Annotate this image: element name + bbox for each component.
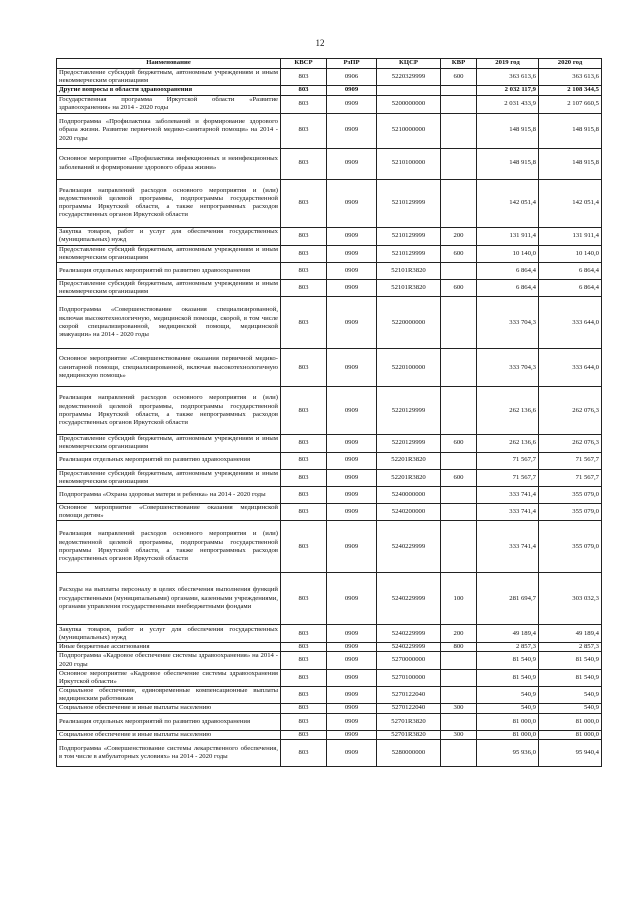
row-kcsr-cell: 52701R3820 (377, 713, 441, 730)
row-kcsr-cell: 5240229999 (377, 625, 441, 643)
row-2020-cell: 142 051,4 (539, 179, 602, 227)
row-2019-cell: 95 936,0 (477, 739, 539, 766)
row-2020-cell: 81 000,0 (539, 730, 602, 739)
row-kvr-cell: 200 (441, 227, 477, 245)
page-number: 12 (315, 38, 325, 48)
row-kvsr-cell: 803 (281, 262, 327, 279)
row-2020-cell: 540,9 (539, 687, 602, 704)
row-2020-cell: 71 567,7 (539, 469, 602, 486)
row-2020-cell: 10 140,0 (539, 245, 602, 262)
header-rzpr: РзПР (327, 59, 377, 69)
row-2020-cell: 2 108 344,5 (539, 86, 602, 95)
row-2020-cell: 262 076,3 (539, 387, 602, 435)
row-2020-cell: 131 911,4 (539, 227, 602, 245)
row-kvsr-cell: 803 (281, 349, 327, 387)
table-header-row (57, 59, 602, 69)
row-kvsr-cell: 803 (281, 713, 327, 730)
row-kvr-cell (441, 652, 477, 669)
row-2020-cell: 540,9 (539, 704, 602, 713)
row-2019-cell: 333 741,4 (477, 503, 539, 520)
row-2019-cell: 49 189,4 (477, 625, 539, 643)
row-kvr-cell: 600 (441, 279, 477, 296)
row-kvsr-cell: 803 (281, 452, 327, 469)
row-2020-cell: 333 644,0 (539, 297, 602, 349)
row-rzpr-cell: 0909 (327, 704, 377, 713)
row-kvr-cell: 300 (441, 704, 477, 713)
row-rzpr-cell: 0909 (327, 687, 377, 704)
row-kvsr-cell: 803 (281, 95, 327, 113)
row-kcsr-cell: 5240229999 (377, 521, 441, 573)
row-kcsr-cell: 52101R3820 (377, 279, 441, 296)
row-kcsr-cell: 5270122040 (377, 704, 441, 713)
row-name-cell: Предоставление субсидий бюджетным, автономным учреждениям и иным некоммерческим организациям (57, 469, 281, 486)
table-row (57, 113, 602, 148)
row-rzpr-cell: 0909 (327, 669, 377, 686)
row-rzpr-cell: 0909 (327, 95, 377, 113)
row-name-cell: Предоставление субсидий бюджетным, автономным учреждениям и иным некоммерческим организациям (57, 435, 281, 452)
row-kvr-cell (441, 687, 477, 704)
row-kvr-cell (441, 521, 477, 573)
row-2019-cell: 2 031 433,9 (477, 95, 539, 113)
row-2020-cell: 333 644,0 (539, 349, 602, 387)
row-kvsr-cell: 803 (281, 573, 327, 625)
row-name-cell: Социальное обеспечение, единовременные компенсационные выплаты медицинским работникам (57, 687, 281, 704)
row-2020-cell: 81 540,9 (539, 669, 602, 686)
row-kvr-cell (441, 713, 477, 730)
row-kvsr-cell: 803 (281, 387, 327, 435)
row-name-cell: Реализация направлений расходов основного мероприятия и (или) ведомственной целевой программы, подпрограммы государственной программы Иркутской области, а также непрограммных расходов государственных органов Иркутской области (57, 387, 281, 435)
row-kcsr-cell: 5220100000 (377, 349, 441, 387)
row-name-cell: Социальное обеспечение и иные выплаты населению (57, 730, 281, 739)
row-kvr-cell: 600 (441, 469, 477, 486)
row-kvsr-cell: 803 (281, 179, 327, 227)
header-2019: 2019 год (477, 59, 539, 69)
row-kvr-cell: 200 (441, 625, 477, 643)
row-rzpr-cell: 0909 (327, 730, 377, 739)
header-name: Наименование (57, 59, 281, 69)
table-row (57, 486, 602, 503)
row-kcsr-cell: 52201R3820 (377, 452, 441, 469)
header-kcsr: КЦСР (377, 59, 441, 69)
row-rzpr-cell: 0909 (327, 387, 377, 435)
row-kcsr-cell: 5210129999 (377, 245, 441, 262)
row-2019-cell: 540,9 (477, 704, 539, 713)
row-2020-cell: 355 079,0 (539, 521, 602, 573)
row-kcsr-cell: 5220129999 (377, 435, 441, 452)
table-row (57, 349, 602, 387)
row-2020-cell: 81 000,0 (539, 713, 602, 730)
header-2020: 2020 год (539, 59, 602, 69)
table-row (57, 387, 602, 435)
row-kvsr-cell: 803 (281, 69, 327, 86)
row-rzpr-cell: 0909 (327, 643, 377, 652)
row-2019-cell: 262 136,6 (477, 387, 539, 435)
row-2020-cell: 6 864,4 (539, 262, 602, 279)
row-2020-cell: 71 567,7 (539, 452, 602, 469)
row-2019-cell: 333 741,4 (477, 521, 539, 573)
row-name-cell: Основное мероприятие «Совершенствование оказания первичной медико-санитарной помощи, специализированной, включая высокотехнологичную медицинскую помощь» (57, 349, 281, 387)
row-kvr-cell: 600 (441, 245, 477, 262)
row-kcsr-cell: 5240000000 (377, 486, 441, 503)
row-2019-cell: 10 140,0 (477, 245, 539, 262)
row-kvr-cell (441, 95, 477, 113)
row-rzpr-cell: 0909 (327, 148, 377, 179)
row-kcsr-cell: 5240229999 (377, 573, 441, 625)
table-row (57, 643, 602, 652)
row-rzpr-cell: 0909 (327, 86, 377, 95)
row-kvr-cell: 100 (441, 573, 477, 625)
row-kvsr-cell: 803 (281, 435, 327, 452)
row-kvr-cell (441, 262, 477, 279)
table-row (57, 739, 602, 766)
row-2020-cell: 49 189,4 (539, 625, 602, 643)
row-name-cell: Подпрограмма «Профилактика заболеваний и формирование здорового образа жизни. Развитие первичной медико-санитарной помощи» на 2014 - 2020 годы (57, 113, 281, 148)
row-2019-cell: 2 032 117,9 (477, 86, 539, 95)
row-kcsr-cell: 5200000000 (377, 95, 441, 113)
table-row (57, 687, 602, 704)
row-2019-cell: 148 915,8 (477, 113, 539, 148)
row-kcsr-cell: 5220329999 (377, 69, 441, 86)
table-row (57, 179, 602, 227)
table-row (57, 69, 602, 86)
row-name-cell: Предоставление субсидий бюджетным, автономным учреждениям и иным некоммерческим организациям (57, 69, 281, 86)
row-2019-cell: 363 613,6 (477, 69, 539, 86)
budget-table (56, 58, 602, 767)
row-rzpr-cell: 0909 (327, 262, 377, 279)
row-kvr-cell: 600 (441, 435, 477, 452)
row-kvsr-cell: 803 (281, 469, 327, 486)
row-kvr-cell (441, 349, 477, 387)
row-rzpr-cell: 0909 (327, 279, 377, 296)
row-2019-cell: 281 694,7 (477, 573, 539, 625)
row-kcsr-cell: 5240200000 (377, 503, 441, 520)
row-2020-cell: 148 915,8 (539, 148, 602, 179)
row-kcsr-cell: 52201R3820 (377, 469, 441, 486)
row-kvsr-cell: 803 (281, 503, 327, 520)
row-rzpr-cell: 0909 (327, 469, 377, 486)
row-name-cell: Подпрограмма «Охрана здоровья матери и ребенка» на 2014 - 2020 годы (57, 486, 281, 503)
row-2020-cell: 148 915,8 (539, 113, 602, 148)
row-name-cell: Предоставление субсидий бюджетным, автономным учреждениям и иным некоммерческим организациям (57, 245, 281, 262)
row-kvsr-cell: 803 (281, 739, 327, 766)
row-2019-cell: 71 567,7 (477, 469, 539, 486)
table-row (57, 730, 602, 739)
table-row (57, 469, 602, 486)
table-row (57, 573, 602, 625)
table-row (57, 297, 602, 349)
row-kcsr-cell: 5220129999 (377, 387, 441, 435)
row-name-cell: Другие вопросы в области здравоохранения (57, 86, 281, 95)
row-kvr-cell (441, 86, 477, 95)
row-kvsr-cell: 803 (281, 521, 327, 573)
row-name-cell: Реализация направлений расходов основного мероприятия и (или) ведомственной целевой программы, подпрограммы государственной программы Иркутской области, а также непрограммных расходов государственных органов Иркутской области (57, 521, 281, 573)
row-rzpr-cell: 0909 (327, 713, 377, 730)
row-kvsr-cell: 803 (281, 279, 327, 296)
row-2020-cell: 6 864,4 (539, 279, 602, 296)
table-row (57, 279, 602, 296)
row-name-cell: Социальное обеспечение и иные выплаты населению (57, 704, 281, 713)
row-rzpr-cell: 0909 (327, 245, 377, 262)
row-rzpr-cell: 0909 (327, 227, 377, 245)
row-kvr-cell (441, 148, 477, 179)
row-kvr-cell: 300 (441, 730, 477, 739)
row-kvsr-cell: 803 (281, 704, 327, 713)
row-2020-cell: 95 940,4 (539, 739, 602, 766)
row-2019-cell: 262 136,6 (477, 435, 539, 452)
row-kvr-cell (441, 669, 477, 686)
table-row (57, 669, 602, 686)
row-kvsr-cell: 803 (281, 652, 327, 669)
row-kcsr-cell: 5240229999 (377, 643, 441, 652)
row-rzpr-cell: 0909 (327, 573, 377, 625)
row-name-cell: Реализация отдельных мероприятий по развитию здравоохранения (57, 452, 281, 469)
row-kvsr-cell: 803 (281, 643, 327, 652)
table-row (57, 503, 602, 520)
row-kcsr-cell: 5270122040 (377, 687, 441, 704)
row-kcsr-cell: 5210129999 (377, 227, 441, 245)
row-rzpr-cell: 0909 (327, 452, 377, 469)
row-name-cell: Предоставление субсидий бюджетным, автономным учреждениям и иным некоммерческим организациям (57, 279, 281, 296)
table-row (57, 227, 602, 245)
table-row (57, 148, 602, 179)
row-2020-cell: 355 079,0 (539, 486, 602, 503)
row-rzpr-cell: 0909 (327, 297, 377, 349)
row-kvsr-cell: 803 (281, 730, 327, 739)
row-kcsr-cell (377, 86, 441, 95)
row-kcsr-cell: 5220000000 (377, 297, 441, 349)
row-rzpr-cell: 0909 (327, 652, 377, 669)
row-2020-cell: 355 079,0 (539, 503, 602, 520)
row-2019-cell: 81 540,9 (477, 652, 539, 669)
row-kcsr-cell: 5270000000 (377, 652, 441, 669)
row-kvsr-cell: 803 (281, 297, 327, 349)
table-row (57, 452, 602, 469)
row-2019-cell: 333 704,3 (477, 297, 539, 349)
row-kvr-cell (441, 113, 477, 148)
row-2019-cell: 333 704,3 (477, 349, 539, 387)
row-2019-cell: 131 911,4 (477, 227, 539, 245)
row-name-cell: Реализация отдельных мероприятий по развитию здравоохранения (57, 262, 281, 279)
table-row (57, 245, 602, 262)
table-row (57, 262, 602, 279)
row-2019-cell: 2 857,3 (477, 643, 539, 652)
row-kvr-cell: 600 (441, 69, 477, 86)
table-row (57, 652, 602, 669)
row-kvsr-cell: 803 (281, 669, 327, 686)
row-2019-cell: 81 540,9 (477, 669, 539, 686)
row-kcsr-cell: 52101R3820 (377, 262, 441, 279)
row-name-cell: Подпрограмма «Совершенствование оказания специализированной, включая высокотехнологичную, медицинской помощи, скорой, в том числе скорой специализированной, медицинской помощи, медицинской эвакуации» на 2014 - 2020 годы (57, 297, 281, 349)
table-row (57, 95, 602, 113)
row-rzpr-cell: 0909 (327, 739, 377, 766)
row-kvr-cell (441, 739, 477, 766)
table-row (57, 435, 602, 452)
row-kcsr-cell: 5210100000 (377, 148, 441, 179)
header-kvr: КВР (441, 59, 477, 69)
table-row (57, 521, 602, 573)
row-2019-cell: 6 864,4 (477, 262, 539, 279)
row-kvr-cell (441, 297, 477, 349)
row-kvsr-cell: 803 (281, 245, 327, 262)
row-kvr-cell (441, 387, 477, 435)
row-kvr-cell: 800 (441, 643, 477, 652)
row-name-cell: Основное мероприятие «Совершенствование оказания медицинской помощи детям» (57, 503, 281, 520)
row-kcsr-cell: 5210000000 (377, 113, 441, 148)
row-2019-cell: 81 000,0 (477, 730, 539, 739)
row-name-cell: Реализация отдельных мероприятий по развитию здравоохранения (57, 713, 281, 730)
row-rzpr-cell: 0909 (327, 113, 377, 148)
row-2019-cell: 81 000,0 (477, 713, 539, 730)
row-rzpr-cell: 0909 (327, 349, 377, 387)
row-2020-cell: 262 076,3 (539, 435, 602, 452)
row-kvsr-cell: 803 (281, 687, 327, 704)
row-rzpr-cell: 0909 (327, 179, 377, 227)
row-rzpr-cell: 0909 (327, 625, 377, 643)
row-kvr-cell (441, 179, 477, 227)
row-kcsr-cell: 52701R3820 (377, 730, 441, 739)
header-kvsr: КВСР (281, 59, 327, 69)
row-name-cell: Подпрограмма «Кадровое обеспечение системы здравоохранения» на 2014 - 2020 годы (57, 652, 281, 669)
row-2020-cell: 2 857,3 (539, 643, 602, 652)
row-rzpr-cell: 0906 (327, 69, 377, 86)
row-rzpr-cell: 0909 (327, 486, 377, 503)
row-2020-cell: 363 613,6 (539, 69, 602, 86)
row-kvr-cell (441, 452, 477, 469)
row-2020-cell: 2 107 660,5 (539, 95, 602, 113)
row-name-cell: Расходы на выплаты персоналу в целях обеспечения выполнения функций государственными (муниципальными) органами, казенными учреждениями, органами управления государственными внебюджетными фондами (57, 573, 281, 625)
row-kvsr-cell: 803 (281, 227, 327, 245)
row-kvsr-cell: 803 (281, 113, 327, 148)
table-row (57, 713, 602, 730)
row-rzpr-cell: 0909 (327, 521, 377, 573)
row-name-cell: Реализация направлений расходов основного мероприятия и (или) ведомственной целевой программы, подпрограммы государственной программы Иркутской области, а также непрограммных расходов государственных органов Иркутской области (57, 179, 281, 227)
row-kvr-cell (441, 486, 477, 503)
row-kvsr-cell: 803 (281, 486, 327, 503)
row-kvsr-cell: 803 (281, 148, 327, 179)
row-2019-cell: 71 567,7 (477, 452, 539, 469)
row-name-cell: Закупка товаров, работ и услуг для обеспечения государственных (муниципальных) нужд (57, 227, 281, 245)
row-2019-cell: 6 864,4 (477, 279, 539, 296)
row-kvr-cell (441, 503, 477, 520)
row-name-cell: Подпрограмма «Совершенствование системы лекарственного обеспечения, в том числе в амбулаторных условиях» на 2014 - 2020 годы (57, 739, 281, 766)
row-2020-cell: 81 540,9 (539, 652, 602, 669)
row-2020-cell: 303 032,3 (539, 573, 602, 625)
row-name-cell: Иные бюджетные ассигнования (57, 643, 281, 652)
row-2019-cell: 333 741,4 (477, 486, 539, 503)
row-kcsr-cell: 5270100000 (377, 669, 441, 686)
table-row (57, 86, 602, 95)
row-name-cell: Закупка товаров, работ и услуг для обеспечения государственных (муниципальных) нужд (57, 625, 281, 643)
row-name-cell: Основное мероприятие «Кадровое обеспечение системы здравоохранения Иркутской области» (57, 669, 281, 686)
row-kcsr-cell: 5280000000 (377, 739, 441, 766)
row-rzpr-cell: 0909 (327, 503, 377, 520)
table-row (57, 704, 602, 713)
row-2019-cell: 540,9 (477, 687, 539, 704)
row-kvsr-cell: 803 (281, 86, 327, 95)
table-row (57, 625, 602, 643)
row-kcsr-cell: 5210129999 (377, 179, 441, 227)
row-2019-cell: 142 051,4 (477, 179, 539, 227)
row-name-cell: Государственная программа Иркутской области «Развитие здравоохранения» на 2014 - 2020 годы (57, 95, 281, 113)
row-2019-cell: 148 915,8 (477, 148, 539, 179)
row-rzpr-cell: 0909 (327, 435, 377, 452)
row-name-cell: Основное мероприятие «Профилактика инфекционных и неинфекционных заболеваний и формирование здорового образа жизни» (57, 148, 281, 179)
row-kvsr-cell: 803 (281, 625, 327, 643)
